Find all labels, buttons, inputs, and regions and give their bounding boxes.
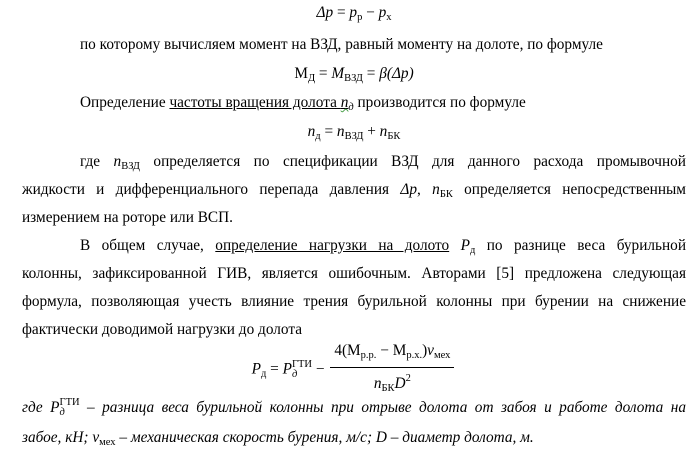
paragraph-where-line-2 <box>22 180 686 205</box>
paragraph-where-line-3 <box>22 208 686 228</box>
formula-symbol: β <box>379 65 387 82</box>
paragraph-text: – разница веса бурильной колонны при отрыве долота от забоя и работе долота на <box>79 399 686 416</box>
formula-symbol: Δp <box>316 4 334 21</box>
formula-symbol: n <box>336 123 345 140</box>
paragraph-text: измерением на роторе или ВСП. <box>22 209 233 226</box>
formula-pressure-difference <box>22 3 686 28</box>
paragraph-text: производится по формуле <box>353 94 526 111</box>
formula-subscript: д <box>315 131 321 142</box>
underlined-term <box>169 94 353 111</box>
formula-subscript: ВЗД <box>121 161 140 172</box>
formula-rotation <box>22 122 686 147</box>
formula-operator: = <box>333 4 350 21</box>
formula-fraction <box>330 342 454 398</box>
paragraph-load-line-2 <box>22 264 686 284</box>
paragraph-legend-line-1 <box>22 398 686 418</box>
formula-symbol: P <box>50 399 60 416</box>
formula-symbol: n <box>113 153 122 170</box>
formula-operator: + <box>363 123 380 140</box>
formula-symbol: P <box>282 360 292 378</box>
formula-sub-sup <box>60 398 80 418</box>
formula-sub-sup <box>292 360 312 380</box>
formula-subscript: БК <box>387 131 401 142</box>
formula-superscript: ГТИ <box>291 359 313 370</box>
paragraph-text: , <box>417 181 433 198</box>
formula-subscript: д <box>291 369 298 380</box>
formula-subscript: БК <box>381 383 395 394</box>
formula-moment <box>22 64 686 89</box>
formula-symbol: v <box>427 342 434 359</box>
paragraph-text: колонны, зафиксированной ГИВ, является ошибочным. Авторами [5] предложена следующая <box>22 265 686 282</box>
formula-subscript: ВЗД <box>344 131 364 142</box>
formula-symbol: P <box>251 360 261 378</box>
formula-operator: = <box>315 65 332 82</box>
fraction-denominator <box>330 368 454 398</box>
paragraph-text: забое, кН; <box>22 429 93 446</box>
paragraph-text: фактически доводимой нагрузки до долота <box>22 321 303 338</box>
paragraph-load-line-3 <box>22 292 686 312</box>
formula-subscript: р <box>357 12 363 23</box>
paragraph-text: по разнице веса бурильной <box>475 237 687 254</box>
formula-text: − М <box>376 342 407 359</box>
formula-superscript: 2 <box>405 373 411 384</box>
formula-symbol: P <box>460 237 470 254</box>
fraction-numerator <box>330 342 454 368</box>
formula-subscript: мех <box>433 350 451 361</box>
formula-symbol: n <box>373 375 382 392</box>
formula-argument: (Δp) <box>386 65 414 82</box>
formula-symbol: v <box>92 429 100 446</box>
paragraph-text: формула, позволяющая учесть влияние трения бурильной колонны при бурении на снижение <box>22 293 686 310</box>
paragraph-moment-intro <box>22 35 686 55</box>
formula-symbol: D <box>394 375 406 392</box>
formula-subscript: д <box>348 102 354 113</box>
formula-text: ) <box>422 342 428 359</box>
formula-subscript: р.х. <box>406 350 423 361</box>
paragraph-rotation-frequency <box>22 93 686 118</box>
spellcheck-marked-symbol <box>341 94 354 111</box>
formula-operator: = <box>266 360 283 378</box>
formula-symbol: p <box>349 4 358 21</box>
formula-subscript: р.р. <box>360 350 377 361</box>
formula-symbol: n <box>432 181 440 198</box>
formula-operator: − <box>362 4 379 21</box>
formula-subscript: БК <box>439 189 453 200</box>
formula-symbol: Δp <box>400 181 418 198</box>
formula-operator: = <box>362 65 380 82</box>
paragraph-text: где <box>80 153 114 170</box>
formula-operator: = <box>320 123 337 140</box>
paragraph-text: В общем случае, <box>80 237 216 254</box>
formula-subscript: д <box>260 368 267 380</box>
paragraph-text: – механическая скорость бурения, м/с; D – диаметр долота, м. <box>115 429 534 446</box>
formula-symbol: n <box>379 123 388 140</box>
underlined-term: определение нагрузки на долото <box>215 237 450 254</box>
formula-subscript: д <box>469 245 476 256</box>
formula-subscript: мех <box>99 437 116 448</box>
formula-symbol: М <box>331 65 345 82</box>
formula-subscript: х <box>386 12 392 23</box>
formula-subscript: Д <box>307 73 316 84</box>
formula-symbol: n <box>307 123 316 140</box>
paragraph-legend-line-2 <box>22 428 686 453</box>
formula-superscript: ГТИ <box>59 397 80 409</box>
paragraph-load-line-1 <box>22 236 686 261</box>
formula-subscript: ВЗД <box>344 73 363 84</box>
formula-load <box>22 342 686 394</box>
underlined-text: частоты вращения долота <box>169 94 341 111</box>
formula-symbol: n <box>340 94 349 111</box>
formula-subscript: д <box>59 407 65 419</box>
paragraph-text: определяется по спецификации ВЗД для данного расхода промывочной <box>139 153 686 170</box>
paragraph-text: Определение <box>80 94 170 111</box>
formula-text: 4(М <box>334 342 361 359</box>
paragraph-where-line-1 <box>22 152 686 177</box>
paragraph-load-line-4 <box>22 320 686 340</box>
paragraph-text: по которому вычисляем момент на ВЗД, равный моменту на долоте, по формуле <box>80 36 603 53</box>
paragraph-text: где <box>22 399 51 416</box>
paragraph-text: определяется непосредственным <box>452 181 686 198</box>
formula-symbol: p <box>378 4 387 21</box>
paragraph-text: жидкости и дифференциального перепада давления <box>22 181 401 198</box>
formula-symbol: М <box>294 65 308 82</box>
formula-operator: − <box>312 360 329 378</box>
